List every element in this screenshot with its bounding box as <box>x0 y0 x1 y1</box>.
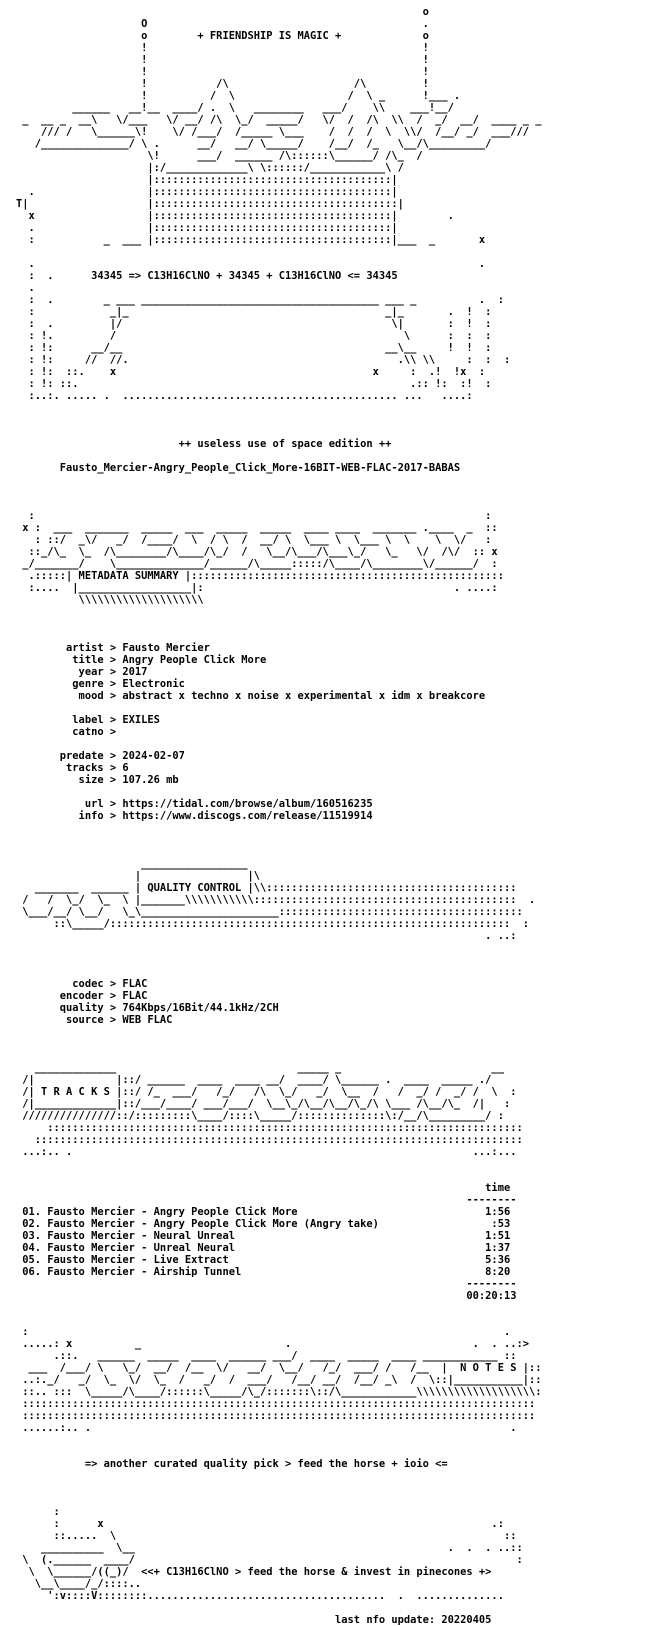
nfo-line <box>16 1050 648 1062</box>
nfo-line: label > EXILES <box>16 714 160 726</box>
nfo-line: :::::::::::::::::::::::::::::::::::::::::::::::::::::::::::::::::::::::::::::::::: <box>16 1410 542 1422</box>
nfo-line: ___ /___/ \ \_/ __/ /__ \/ __/ \__/ /_/ ___/ / /__ | N O T E S |:: <box>16 1362 542 1374</box>
nfo-line: mood > abstract x techno x noise x experimental x idm x breakcore <box>16 690 486 702</box>
nfo-line: ! ! <box>16 42 429 54</box>
nfo-line: T| |:::::::::::::::::::::::::::::::::::::::| <box>16 198 404 210</box>
nfo-line: ______ __!__ ____/ . \ ________ ___/ \\ ___!__/ <box>16 102 454 114</box>
nfo-line <box>16 474 648 486</box>
nfo-line: genre > Electronic <box>16 678 185 690</box>
nfo-line: __________ \__ . . . ..:: <box>16 1542 523 1554</box>
nfo-line: 03. Fausto Mercier - Neural Unreal 1:51 <box>16 1230 511 1242</box>
nfo-line <box>16 1302 648 1314</box>
nfo-line: .....: x _ . . . ..:> <box>16 1338 529 1350</box>
nfo-line <box>16 738 648 750</box>
nfo-line: : _|_ _|_ . ! : <box>16 306 492 318</box>
nfo-line: : !: ::. x x : .! !x : <box>16 366 486 378</box>
nfo-line: quality > 764Kbps/16Bit/44.1kHz/2CH <box>16 1002 279 1014</box>
nfo-line: /| |::/ ______ ____ ____ __/ ____/ \______ . ____ _____ ./ <box>16 1074 492 1086</box>
nfo-line: ! ! <box>16 66 429 78</box>
nfo-line: -------- <box>16 1194 517 1206</box>
nfo-line: 04. Fausto Mercier - Unreal Neural 1:37 <box>16 1242 511 1254</box>
nfo-line <box>16 1482 648 1494</box>
nfo-line: \ (.______ ____/ : <box>16 1554 523 1566</box>
nfo-line: -------- <box>16 1278 517 1290</box>
nfo-line <box>16 966 648 978</box>
nfo-line: ! ! <box>16 54 429 66</box>
nfo-line: |:/_____________\ \::::::/____________\ / <box>16 162 404 174</box>
nfo-line <box>16 1494 648 1506</box>
nfo-line: 06. Fausto Mercier - Airship Tunnel 8:20 <box>16 1266 511 1278</box>
nfo-line: _____________ _____ _ __ <box>16 1062 504 1074</box>
nfo-line: /______________/ \ . __/ __/ \_____/ /__/ /_ \__/\_________/ <box>16 138 492 150</box>
nfo-line <box>16 1170 648 1182</box>
nfo-line <box>16 1446 648 1458</box>
nfo-line: 02. Fausto Mercier - Angry People Click More (Angry take) :53 <box>16 1218 511 1230</box>
nfo-line: .:::::| METADATA SUMMARY |:::::::::::::::::::::::::::::::::::::::::::::::::: <box>16 570 504 582</box>
nfo-line: ::.. ::: \_____/\____/::::::\_____/\_/:::::::\::/\____________\\\\\\\\\\\\\\\\\\\: <box>16 1386 542 1398</box>
nfo-line: ++ useless use of space edition ++ <box>16 438 392 450</box>
nfo-line <box>16 786 648 798</box>
nfo-line: ::\_____/:::::::::::::::::::::::::::::::::::::::::::::::::::::::::::::::: : <box>16 918 529 930</box>
nfo-line <box>16 498 648 510</box>
nfo-content <box>16 6 648 1626</box>
nfo-line <box>16 486 648 498</box>
nfo-line: /|_____________|::/___/____/ ___/___/ \__\_/\__/\__/\_/\ \___ /\__/\_ /| : <box>16 1098 511 1110</box>
nfo-line: .::. ______ _____ ____ ______ ___/ ____ _____ ____ ____________ :: <box>16 1350 517 1362</box>
nfo-line: : . <box>16 1326 511 1338</box>
nfo-line: \\\\\\\\\\\\\\\\\\\\ <box>16 594 204 606</box>
nfo-line: ///////////////::/:::::::::\____/::::\_____/::::::::::::::\:/__/\_________/ : <box>16 1110 504 1122</box>
nfo-line: => another curated quality pick > feed the horse + ioio <= <box>16 1458 448 1470</box>
nfo-line: o <box>16 6 429 18</box>
nfo-line: :::::::::::::::::::::::::::::::::::::::::::::::::::::::::::::::::::::::::::::: <box>16 1134 523 1146</box>
nfo-line: 00:20:13 <box>16 1290 517 1302</box>
nfo-line: :.... |__________________|: . ....: <box>16 582 498 594</box>
nfo-line <box>16 1470 648 1482</box>
nfo-line: /| T R A C K S |::/ /_ ___/ /_/ /\ \_/ _/ \__ / / _/ / _/ / \ : <box>16 1086 517 1098</box>
nfo-line: \__\____/_/::::.. <box>16 1578 142 1590</box>
nfo-line <box>16 1314 648 1326</box>
nfo-line: \! ___/ ______ /\::::::\______/ /\_ / <box>16 150 423 162</box>
nfo-line: : . 34345 => C13H16ClNO + 34345 + C13H16ClNO <= 34345 <box>16 270 398 282</box>
nfo-line <box>16 246 648 258</box>
nfo-line: ......:.. . . <box>16 1422 517 1434</box>
nfo-line: : . |/ \| : ! : <box>16 318 492 330</box>
nfo-line: | |\ <box>16 870 260 882</box>
nfo-line: x : ___ _______ _____ ___ _____ _____ ____ ____ _______ .____ _ :: <box>16 522 498 534</box>
nfo-line: _ __ _ __\ \/___ \/ __/ /\ \_/ _____/ \/ / /\ \\ / _/ __/ ____ _ _ <box>16 114 542 126</box>
nfo-line <box>16 450 648 462</box>
nfo-line: predate > 2024-02-07 <box>16 750 185 762</box>
nfo-line <box>16 1602 648 1614</box>
nfo-line: . <box>16 282 35 294</box>
nfo-line <box>16 954 648 966</box>
nfo-line: ! /\ /\ ! <box>16 78 429 90</box>
nfo-line: : <box>16 1506 60 1518</box>
nfo-line: . ..: <box>16 930 517 942</box>
nfo-line: ':v::::V::::::::...................................... . .............. <box>16 1590 504 1602</box>
nfo-line <box>16 402 648 414</box>
nfo-line: : !. / \ : : : <box>16 330 492 342</box>
nfo-line: info > https://www.discogs.com/release/11519914 <box>16 810 373 822</box>
nfo-line: source > WEB FLAC <box>16 1014 173 1026</box>
nfo-line: ..:._/ _/ \_ \/ \_ / _/ / ___/ /__/ __/ /__/ _\ / \::|___________|:: <box>16 1374 542 1386</box>
nfo-line: :..:. ..... . ............................................ ... ....: <box>16 390 473 402</box>
nfo-line: tracks > 6 <box>16 762 129 774</box>
nfo-line: url > https://tidal.com/browse/album/160516235 <box>16 798 373 810</box>
nfo-line <box>16 702 648 714</box>
nfo-line: last nfo update: 20220405 <box>16 1614 492 1626</box>
nfo-line: catno > <box>16 726 117 738</box>
nfo-line: |::::::::::::::::::::::::::::::::::::::| <box>16 174 398 186</box>
nfo-line: _/_______/ \______________/______/\_____:::::/\____/\________\/______/ : <box>16 558 498 570</box>
nfo-line <box>16 1434 648 1446</box>
nfo-line: . |::::::::::::::::::::::::::::::::::::::| <box>16 222 398 234</box>
nfo-line <box>16 846 648 858</box>
nfo-line <box>16 630 648 642</box>
nfo-line: /// / \______\! \/ /___/ /_____ \___ / / / \ \\/ /__/ _/ ___/// <box>16 126 529 138</box>
nfo-line: : . _ ___ ______________________________________ ___ _ . : <box>16 294 504 306</box>
nfo-line: : _ ___ |::::::::::::::::::::::::::::::::::::::|___ _ x <box>16 234 486 246</box>
nfo-line <box>16 426 648 438</box>
nfo-line: ! / \ / \ _ !___ . <box>16 90 461 102</box>
nfo-line <box>16 618 648 630</box>
nfo-line <box>16 942 648 954</box>
nfo-line: ...:.. . ...:... <box>16 1146 517 1158</box>
nfo-line: : !: // //. .\\ \\ : : : <box>16 354 511 366</box>
nfo-line: Fausto_Mercier-Angry_People_Click_More-16BIT-WEB-FLAC-2017-BABAS <box>16 462 461 474</box>
nfo-line: \ \______/((_)/ <<+ C13H16ClNO > feed the horse & invest in pinecones +> <box>16 1566 492 1578</box>
nfo-line: 05. Fausto Mercier - Live Extract 5:36 <box>16 1254 511 1266</box>
nfo-line: title > Angry People Click More <box>16 654 267 666</box>
nfo-line: : !: ::. .:: !: :! : <box>16 378 492 390</box>
nfo-line: . |::::::::::::::::::::::::::::::::::::::| <box>16 186 398 198</box>
nfo-line <box>16 414 648 426</box>
nfo-line: : ::/ _\/ _/ /____/ \ / \ / __/ \ \___ \ \___ \ \ \ \/ : <box>16 534 492 546</box>
nfo-line: encoder > FLAC <box>16 990 148 1002</box>
nfo-line: : : <box>16 510 492 522</box>
nfo-line: ::_/\_ \_ /\________/\____/\_/ / \__/\___/\___\_/ \_ \/ /\/ :: x <box>16 546 498 558</box>
nfo-line <box>16 1158 648 1170</box>
nfo-line: _______ ______ | QUALITY CONTROL |\\:::::::::::::::::::::::::::::::::::::::: <box>16 882 517 894</box>
nfo-line: . . <box>16 258 486 270</box>
nfo-line: / / \_/ \_ \ |_______\\\\\\\\\\\:::::::::::::::::::::::::::::::::::::::::: . <box>16 894 536 906</box>
nfo-line <box>16 606 648 618</box>
nfo-line: time <box>16 1182 511 1194</box>
nfo-line: size > 107.26 mb <box>16 774 179 786</box>
nfo-line: _________________ <box>16 858 248 870</box>
nfo-line <box>16 1026 648 1038</box>
nfo-line: year > 2017 <box>16 666 148 678</box>
nfo-line <box>16 822 648 834</box>
nfo-line: :::::::::::::::::::::::::::::::::::::::::::::::::::::::::::::::::::::::::::: <box>16 1122 523 1134</box>
nfo-line: :::::::::::::::::::::::::::::::::::::::::::::::::::::::::::::::::::::::::::::::::: <box>16 1398 536 1410</box>
nfo-line <box>16 1038 648 1050</box>
nfo-line: artist > Fausto Mercier <box>16 642 210 654</box>
nfo-line: : x .: <box>16 1518 504 1530</box>
nfo-line: codec > FLAC <box>16 978 148 990</box>
nfo-line: O . <box>16 18 429 30</box>
nfo-line: 01. Fausto Mercier - Angry People Click More 1:56 <box>16 1206 511 1218</box>
nfo-line: \___/__/ \__/ \_\______________________::::::::::::::::::::::::::::::::::::::: <box>16 906 523 918</box>
nfo-line: : !: __/__ __\__ ! ! : <box>16 342 492 354</box>
nfo-line: x |::::::::::::::::::::::::::::::::::::::| . <box>16 210 454 222</box>
nfo-line: ::..... \ :: <box>16 1530 517 1542</box>
nfo-line: o + FRIENDSHIP IS MAGIC + o <box>16 30 429 42</box>
nfo-line <box>16 834 648 846</box>
